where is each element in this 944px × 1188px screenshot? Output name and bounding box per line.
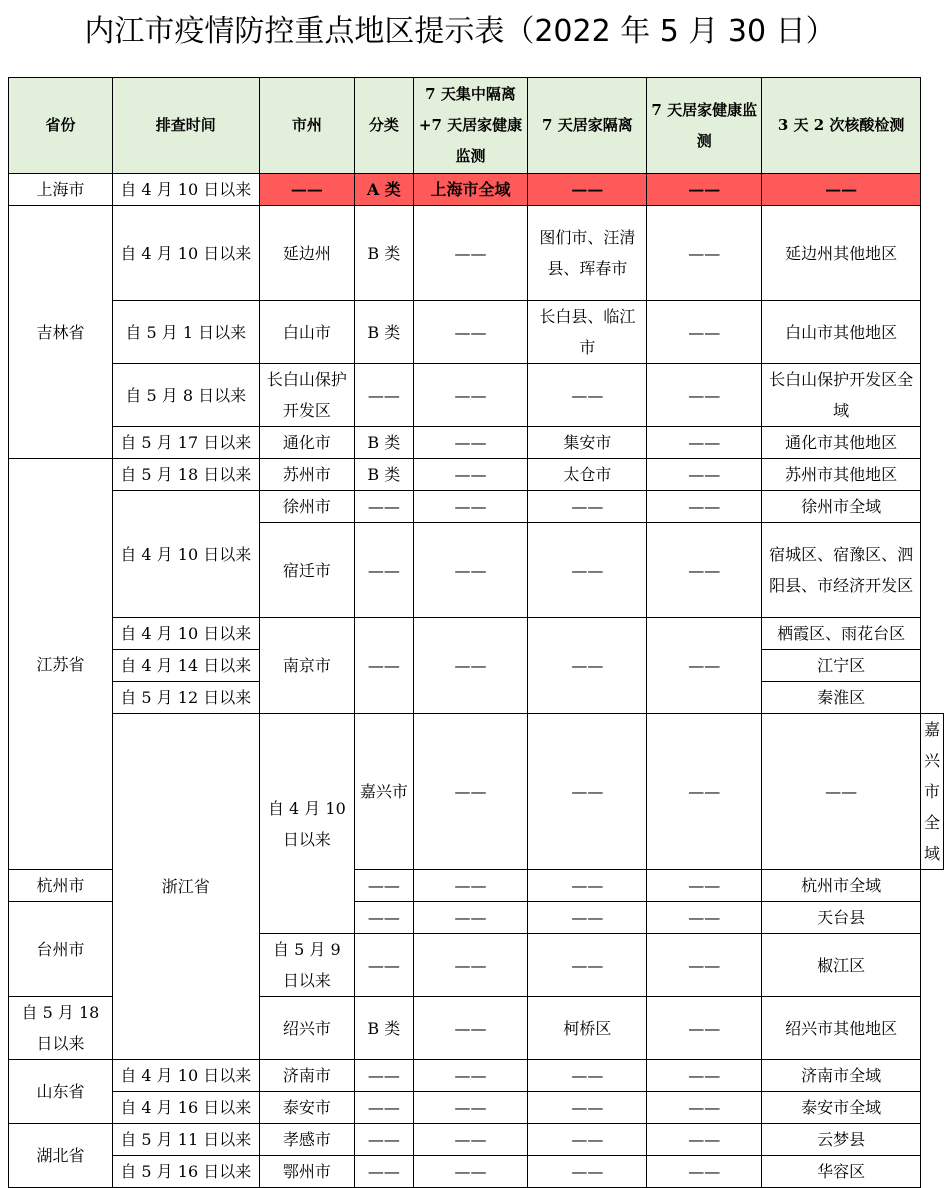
time-cell: 自 4 月 10 日以来 xyxy=(112,618,259,650)
header-central-quarantine: 7 天集中隔离+7 天居家健康监测 xyxy=(413,78,528,174)
home-quarantine-cell: —— xyxy=(528,934,647,997)
city-cell: 长白山保护开发区 xyxy=(259,364,354,427)
table-row xyxy=(9,301,944,364)
home-quarantine-cell: —— xyxy=(528,174,647,206)
city-cell: 白山市 xyxy=(259,301,354,364)
province-cell: 江苏省 xyxy=(9,459,113,870)
category-cell: B 类 xyxy=(355,206,413,301)
category-cell: —— xyxy=(355,491,413,523)
central-quarantine-cell: —— xyxy=(413,1156,528,1188)
central-quarantine-cell: —— xyxy=(413,618,528,714)
home-quarantine-cell: —— xyxy=(528,1156,647,1188)
city-cell: 宿迁市 xyxy=(259,523,354,618)
table-row xyxy=(9,1124,944,1156)
home-monitor-cell: —— xyxy=(647,902,762,934)
nucleic-test-cell: 嘉兴市全域 xyxy=(920,714,943,870)
time-cell: 自 4 月 10 日以来 xyxy=(112,206,259,301)
central-quarantine-cell: —— xyxy=(413,870,528,902)
home-monitor-cell: —— xyxy=(647,1156,762,1188)
header-home-quarantine: 7 天居家隔离 xyxy=(528,78,647,174)
central-quarantine-cell: 上海市全域 xyxy=(413,174,528,206)
nucleic-test-cell: 徐州市全域 xyxy=(762,491,921,523)
nucleic-test-cell: 绍兴市其他地区 xyxy=(762,997,921,1060)
city-cell: 嘉兴市 xyxy=(355,714,413,870)
table-row xyxy=(9,618,944,650)
table-row xyxy=(9,714,944,870)
nucleic-test-cell: 泰安市全域 xyxy=(762,1092,921,1124)
home-monitor-cell: —— xyxy=(647,427,762,459)
header-city: 市州 xyxy=(259,78,354,174)
category-cell: —— xyxy=(355,1092,413,1124)
category-cell: —— xyxy=(355,364,413,427)
city-cell: 济南市 xyxy=(259,1060,354,1092)
home-monitor-cell: —— xyxy=(647,1060,762,1092)
central-quarantine-cell: —— xyxy=(413,364,528,427)
risk-area-table xyxy=(8,77,944,1188)
central-quarantine-cell: —— xyxy=(413,1060,528,1092)
time-cell: 自 4 月 10 日以来 xyxy=(112,174,259,206)
home-quarantine-cell: —— xyxy=(528,1092,647,1124)
home-quarantine-cell: 长白县、临江市 xyxy=(528,301,647,364)
time-cell: 自 5 月 17 日以来 xyxy=(112,427,259,459)
home-quarantine-cell: —— xyxy=(528,618,647,714)
page-title: 内江市疫情防控重点地区提示表（2022 年 5 月 30 日） xyxy=(84,14,836,49)
central-quarantine-cell: —— xyxy=(413,1124,528,1156)
time-cell: 自 4 月 10 日以来 xyxy=(112,1060,259,1092)
province-cell: 浙江省 xyxy=(112,714,259,1060)
nucleic-test-cell: 济南市全域 xyxy=(762,1060,921,1092)
home-quarantine-cell: —— xyxy=(528,523,647,618)
central-quarantine-cell: —— xyxy=(413,301,528,364)
nucleic-test-cell: 长白山保护开发区全域 xyxy=(762,364,921,427)
time-cell: 自 5 月 18 日以来 xyxy=(9,997,113,1060)
home-quarantine-cell: —— xyxy=(528,364,647,427)
time-cell: 自 5 月 18 日以来 xyxy=(112,459,259,491)
nucleic-test-cell: 杭州市全域 xyxy=(762,870,921,902)
table-row xyxy=(9,206,944,301)
central-quarantine-cell: —— xyxy=(413,459,528,491)
city-cell: 南京市 xyxy=(259,618,354,714)
time-cell: 自 5 月 8 日以来 xyxy=(112,364,259,427)
province-cell: 湖北省 xyxy=(9,1124,113,1188)
home-monitor-cell: —— xyxy=(647,997,762,1060)
home-monitor-cell: —— xyxy=(647,491,762,523)
home-quarantine-cell: —— xyxy=(528,870,647,902)
category-cell: —— xyxy=(355,618,413,714)
city-cell: 鄂州市 xyxy=(259,1156,354,1188)
category-cell: —— xyxy=(355,902,413,934)
central-quarantine-cell: —— xyxy=(413,427,528,459)
header-province: 省份 xyxy=(9,78,113,174)
central-quarantine-cell: —— xyxy=(413,523,528,618)
city-cell: 泰安市 xyxy=(259,1092,354,1124)
table-header-row xyxy=(9,78,944,174)
time-cell: 自 4 月 14 日以来 xyxy=(112,650,259,682)
nucleic-test-cell: 白山市其他地区 xyxy=(762,301,921,364)
header-time: 排查时间 xyxy=(112,78,259,174)
category-cell: —— xyxy=(355,934,413,997)
time-cell: 自 5 月 1 日以来 xyxy=(112,301,259,364)
home-monitor-cell: —— xyxy=(647,618,762,714)
category-cell: —— xyxy=(355,1124,413,1156)
category-cell: —— xyxy=(355,1060,413,1092)
nucleic-test-cell: 宿城区、宿豫区、泗阳县、市经济开发区 xyxy=(762,523,921,618)
home-quarantine-cell: —— xyxy=(528,491,647,523)
home-monitor-cell: —— xyxy=(647,301,762,364)
nucleic-test-cell: 天台县 xyxy=(762,902,921,934)
table-row xyxy=(9,174,944,206)
city-cell: —— xyxy=(259,174,354,206)
category-cell: B 类 xyxy=(355,997,413,1060)
category-cell: —— xyxy=(355,523,413,618)
category-cell: B 类 xyxy=(355,459,413,491)
time-cell: 自 5 月 12 日以来 xyxy=(112,682,259,714)
central-quarantine-cell: —— xyxy=(413,206,528,301)
city-cell: 台州市 xyxy=(9,902,113,997)
home-monitor-cell: —— xyxy=(647,364,762,427)
nucleic-test-cell: 苏州市其他地区 xyxy=(762,459,921,491)
nucleic-test-cell: 秦淮区 xyxy=(762,682,921,714)
table-row xyxy=(9,1060,944,1092)
nucleic-test-cell: 云梦县 xyxy=(762,1124,921,1156)
home-monitor-cell: —— xyxy=(647,459,762,491)
nucleic-test-cell: 延边州其他地区 xyxy=(762,206,921,301)
table-row xyxy=(9,459,944,491)
category-cell: —— xyxy=(413,714,528,870)
nucleic-test-cell: 栖霞区、雨花台区 xyxy=(762,618,921,650)
nucleic-test-cell: 江宁区 xyxy=(762,650,921,682)
category-cell: —— xyxy=(355,1156,413,1188)
home-monitor-cell: —— xyxy=(647,206,762,301)
city-cell: 徐州市 xyxy=(259,491,354,523)
nucleic-test-cell: —— xyxy=(762,174,921,206)
city-cell: 绍兴市 xyxy=(259,997,354,1060)
city-cell: 杭州市 xyxy=(9,870,113,902)
time-cell: 自 4 月 10 日以来 xyxy=(112,491,259,618)
home-quarantine-cell: —— xyxy=(528,1124,647,1156)
home-quarantine-cell: 集安市 xyxy=(528,427,647,459)
home-quarantine-cell: —— xyxy=(528,902,647,934)
central-quarantine-cell: —— xyxy=(413,1092,528,1124)
home-monitor-cell: —— xyxy=(647,870,762,902)
province-cell: 上海市 xyxy=(9,174,113,206)
province-cell: 吉林省 xyxy=(9,206,113,459)
city-cell: 通化市 xyxy=(259,427,354,459)
province-cell: 山东省 xyxy=(9,1060,113,1124)
home-monitor-cell: —— xyxy=(647,174,762,206)
table-row xyxy=(9,364,944,427)
category-cell: B 类 xyxy=(355,427,413,459)
central-quarantine-cell: —— xyxy=(413,902,528,934)
header-nucleic-test: 3 天 2 次核酸检测 xyxy=(762,78,921,174)
home-quarantine-cell: 太仓市 xyxy=(528,459,647,491)
header-category: 分类 xyxy=(355,78,413,174)
table-row xyxy=(9,1092,944,1124)
city-cell: 孝感市 xyxy=(259,1124,354,1156)
central-quarantine-cell: —— xyxy=(413,934,528,997)
home-quarantine-cell: 柯桥区 xyxy=(528,997,647,1060)
central-quarantine-cell: —— xyxy=(528,714,647,870)
home-monitor-cell: —— xyxy=(647,934,762,997)
home-monitor-cell: —— xyxy=(647,523,762,618)
time-cell: 自 5 月 16 日以来 xyxy=(112,1156,259,1188)
home-quarantine-cell: 图们市、汪清县、珲春市 xyxy=(528,206,647,301)
nucleic-test-cell: 华容区 xyxy=(762,1156,921,1188)
city-cell: 苏州市 xyxy=(259,459,354,491)
central-quarantine-cell: —— xyxy=(413,997,528,1060)
home-quarantine-cell: —— xyxy=(528,1060,647,1092)
central-quarantine-cell: —— xyxy=(413,491,528,523)
table-row xyxy=(9,491,944,523)
category-cell: B 类 xyxy=(355,301,413,364)
time-cell: 自 5 月 11 日以来 xyxy=(112,1124,259,1156)
category-cell: A 类 xyxy=(355,174,413,206)
nucleic-test-cell: 通化市其他地区 xyxy=(762,427,921,459)
time-cell: 自 5 月 9 日以来 xyxy=(259,934,354,997)
time-cell: 自 4 月 10 日以来 xyxy=(259,714,354,934)
home-monitor-cell: —— xyxy=(647,1124,762,1156)
home-monitor-cell: —— xyxy=(647,1092,762,1124)
header-home-monitor: 7 天居家健康监测 xyxy=(647,78,762,174)
table-row xyxy=(9,1156,944,1188)
home-monitor-cell: —— xyxy=(762,714,921,870)
category-cell: —— xyxy=(355,870,413,902)
nucleic-test-cell: 椒江区 xyxy=(762,934,921,997)
home-quarantine-cell: —— xyxy=(647,714,762,870)
time-cell: 自 4 月 16 日以来 xyxy=(112,1092,259,1124)
table-row xyxy=(9,427,944,459)
city-cell: 延边州 xyxy=(259,206,354,301)
